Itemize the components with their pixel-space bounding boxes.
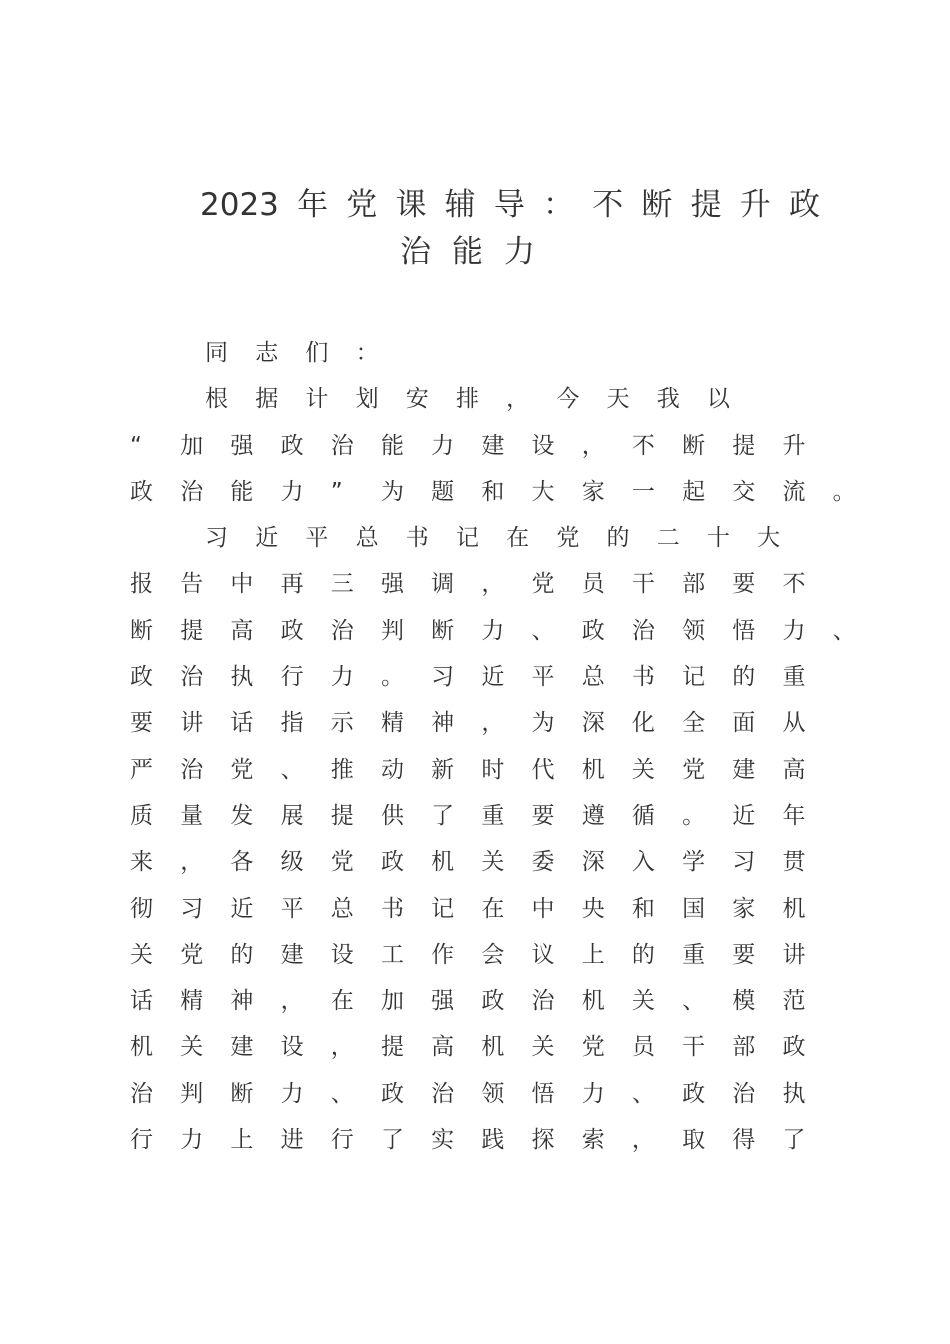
- text-line: 报 告 中 再 三 强 调 ， 党 员 干 部 要 不: [130, 571, 806, 598]
- text-line: 根 据 计 划 安 排 ， 今 天 我 以: [205, 386, 730, 413]
- title-glyph: 能: [452, 234, 483, 270]
- title-glyph: 2023: [200, 187, 279, 223]
- text-line: 彻 习 近 平 总 书 记 在 中 央 和 国 家 机: [130, 895, 806, 922]
- text-line: 同 志 们 ：: [205, 340, 379, 366]
- title-glyph: 政: [788, 187, 820, 223]
- title-glyph: ：: [543, 187, 575, 223]
- title-glyph: 辅: [444, 187, 476, 223]
- title-glyph: 年: [297, 187, 329, 223]
- text-line: 话 精 神 ， 在 加 强 政 治 机 关 、 模 范: [130, 988, 806, 1015]
- text-line: 习 近 平 总 书 记 在 党 的 二 十 大: [205, 525, 781, 552]
- text-line: 治 判 断 力 、 政 治 领 悟 力 、 政 治 执: [130, 1080, 806, 1107]
- text-line: 来 ， 各 级 党 政 机 关 委 深 入 学 习 贯: [130, 849, 806, 876]
- title-glyph: 不: [592, 187, 624, 223]
- title-glyph: 导: [493, 187, 525, 223]
- title-glyph: 断: [641, 187, 673, 223]
- text-line: 政 治 能 力 ” 为 题 和 大 家 一 起 交 流 。: [130, 478, 856, 505]
- title-line-2: [200, 229, 820, 276]
- document-body: [130, 330, 860, 1163]
- title-glyph: 提: [690, 187, 722, 223]
- title-glyph: 升: [739, 187, 771, 223]
- text-line: 严 治 党 、 推 动 新 时 代 机 关 党 建 高: [130, 756, 806, 783]
- document-title: [200, 182, 820, 276]
- title-glyph: 党: [346, 187, 378, 223]
- text-line: 断 提 高 政 治 判 断 力 、 政 治 领 悟 力 、: [130, 617, 856, 644]
- title-glyph: 课: [395, 187, 427, 223]
- text-line: 质 量 发 展 提 供 了 重 要 遵 循 。 近 年: [130, 802, 806, 829]
- text-line: 关 党 的 建 设 工 作 会 议 上 的 重 要 讲: [130, 941, 806, 968]
- title-glyph: 治: [400, 234, 431, 270]
- text-line: 机 关 建 设 ， 提 高 机 关 党 员 干 部 政: [130, 1034, 806, 1061]
- text-line: 政 治 执 行 力 。 习 近 平 总 书 记 的 重: [130, 664, 806, 691]
- title-glyph: 力: [504, 234, 535, 270]
- text-line: 要 讲 话 指 示 精 神 ， 为 深 化 全 面 从: [130, 710, 806, 737]
- title-line-1: [200, 182, 820, 229]
- text-line: “ 加 强 政 治 能 力 建 设 ， 不 断 提 升: [130, 432, 806, 459]
- text-line: 行 力 上 进 行 了 实 践 探 索 ， 取 得 了: [130, 1127, 806, 1154]
